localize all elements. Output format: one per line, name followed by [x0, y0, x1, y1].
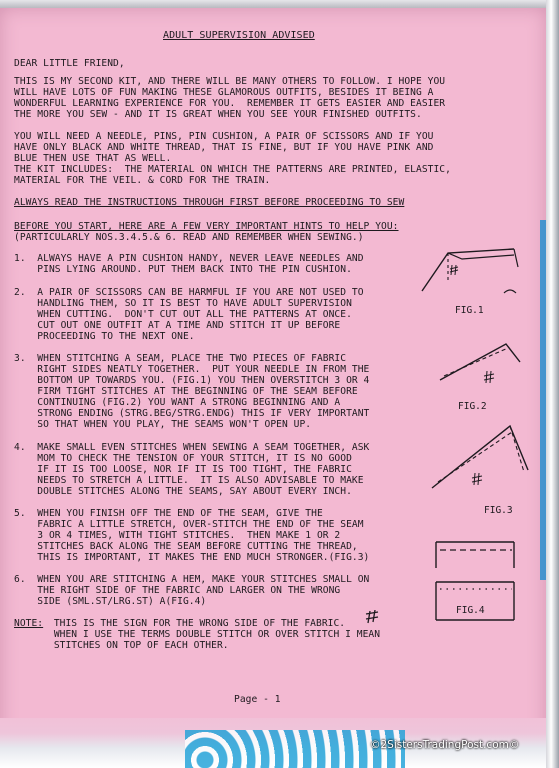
salutation: DEAR LITTLE FRIEND,	[14, 58, 125, 69]
intro-line-1: THIS IS MY SECOND KIT, AND THERE WILL BE MANY OTHERS TO FOLLOW. I HOPE YOU	[14, 76, 446, 87]
hint-1-line-1: 1. ALWAYS HAVE A PIN CUSHION HANDY, NEVER LEAVE NEEDLES AND	[14, 253, 364, 264]
hint-3-line-6: STRONG ENDING (STRG.BEG/STRG.ENDG) THIS IF VERY IMPORTANT	[14, 408, 370, 419]
page-number: Page - 1	[234, 694, 281, 705]
hint-6-line-2: THE RIGHT SIDE OF THE FABRIC AND LARGER ON THE WRONG	[14, 585, 341, 596]
hint-5-line-5: THIS IS IMPORTANT, IT MAKES THE END MUCH STRONGER.(FIG.3)	[14, 552, 370, 563]
hint-4-line-2: MOM TO CHECK THE TENSION OF YOUR STITCH, IT IS NO GOOD	[14, 453, 352, 464]
intro-line-4: THE MORE YOU SEW - AND IT IS GREAT WHEN YOU SEE YOUR FINISHED OUTFITS.	[14, 109, 422, 120]
hint-2-line-5: PROCEEDING TO THE NEXT ONE.	[14, 331, 195, 342]
fig-3-label: FIG.3	[484, 505, 513, 516]
needs-line-3: BLUE THEN USE THAT AS WELL.	[14, 153, 172, 164]
fig-1-needle-drawing	[418, 245, 530, 307]
hint-4-line-5: DOUBLE STITCHES ALONG THE SEAMS, SAY ABOUT EVERY INCH.	[14, 486, 352, 497]
bag-top-edge	[0, 0, 559, 8]
hint-5-line-3: 3 OR 4 TIMES, WITH TIGHT STITCHES. THEN MAKE 1 OR 2	[14, 530, 341, 541]
hint-4-line-4: NEEDS TO STRETCH A LITTLE. IT IS ALSO ADVISABLE TO MAKE	[14, 475, 364, 486]
hint-2-line-3: WHEN CUTTING. DON'T CUT OUT ALL THE PATTERNS AT ONCE.	[14, 309, 352, 320]
hint-4-line-3: IF IT IS TOO LOOSE, NOR IF IT IS TOO TIGHT, THE FABRIC	[14, 464, 352, 475]
always-read-heading: ALWAYS READ THE INSTRUCTIONS THROUGH FIRST BEFORE PROCEEDING TO SEW	[14, 197, 405, 208]
needs-line-4: THE KIT INCLUDES: THE MATERIAL ON WHICH THE PATTERNS ARE PRINTED, ELASTIC,	[14, 164, 451, 175]
before-start-heading: BEFORE YOU START, HERE ARE A FEW VERY IMPORTANT HINTS TO HELP YOU:	[14, 221, 399, 232]
hint-5-line-2: FABRIC A LITTLE STRETCH, OVER-STITCH THE END OF THE SEAM	[14, 519, 364, 530]
hint-2-line-4: CUT OUT ONE OUTFIT AT A TIME AND STITCH IT UP BEFORE	[14, 320, 341, 331]
hint-3-line-2: RIGHT SIDES NEATLY TOGETHER. PUT YOUR NEEDLE IN FROM THE	[14, 364, 370, 375]
hint-3-line-4: FIRM TIGHT STITCHES AT THE BEGINNING OF THE SEAM BEFORE	[14, 386, 358, 397]
fig-3-seam-end-drawing	[428, 420, 534, 498]
fig-2-label: FIG.2	[458, 401, 487, 412]
fig-1-label: FIG.1	[455, 305, 484, 316]
page-heading: ADULT SUPERVISION ADVISED	[163, 30, 315, 41]
hint-5-line-1: 5. WHEN YOU FINISH OFF THE END OF THE SEAM, GIVE THE	[14, 508, 323, 519]
hint-6-line-1: 6. WHEN YOU ARE STITCHING A HEM, MAKE YOUR STITCHES SMALL ON	[14, 574, 370, 585]
note-line-3: STITCHES ON TOP OF EACH OTHER.	[48, 640, 229, 651]
note-line-2: WHEN I USE THE TERMS DOUBLE STITCH OR OVER STITCH I MEAN	[48, 629, 381, 640]
hint-5-line-4: STITCHES BACK ALONG THE SEAM BEFORE CUTTING THE THREAD,	[14, 541, 358, 552]
hint-3-line-7: SO THAT WHEN YOU PLAY, THE SEAMS WON'T OPEN UP.	[14, 419, 312, 430]
note-label: NOTE:	[14, 618, 44, 629]
watermark: ©2SistersTradingPost.com©	[370, 739, 520, 751]
needs-line-5: MATERIAL FOR THE VEIL. & CORD FOR THE TRAIN.	[14, 175, 271, 186]
hint-3-line-3: BOTTOM UP TOWARDS YOU. (FIG.1) YOU THEN OVERSTITCH 3 OR 4	[14, 375, 370, 386]
needs-line-1: YOU WILL NEED A NEEDLE, PINS, PIN CUSHION, A PAIR OF SCISSORS AND IF YOU	[14, 131, 434, 142]
wrong-side-sign-icon	[362, 610, 382, 626]
note-line-1: THIS IS THE SIGN FOR THE WRONG SIDE OF THE FABRIC.	[48, 618, 346, 629]
hint-1-line-2: PINS LYING AROUND. PUT THEM BACK INTO THE PIN CUSHION.	[14, 264, 352, 275]
hint-3-line-5: CONTINUING (FIG.2) YOU WANT A STRONG BEGINNING AND A	[14, 397, 341, 408]
hint-4-line-1: 4. MAKE SMALL EVEN STITCHES WHEN SEWING A SEAM TOGETHER, ASK	[14, 442, 370, 453]
hint-2-line-2: HANDLING THEM, SO IT IS BEST TO HAVE ADULT SUPERVISION	[14, 298, 352, 309]
fig-4-label: FIG.4	[456, 605, 485, 616]
needs-line-2: HAVE ONLY BLACK AND WHITE THREAD, THAT IS FINE, BUT IF YOU HAVE PINK AND	[14, 142, 434, 153]
fig-4-hem-top-drawing	[432, 536, 518, 572]
hint-6-line-3: SIDE (SML.ST/LRG.ST) A(FIG.4)	[14, 596, 207, 607]
intro-line-2: WILL HAVE LOTS OF FUN MAKING THESE GLAMOROUS OUTFITS, BESIDES IT BEING A	[14, 87, 434, 98]
particularly-note: (PARTICULARLY NOS.3.4.5.& 6. READ AND REMEMBER WHEN SEWING.)	[14, 232, 364, 243]
fig-2-seam-drawing	[436, 340, 526, 392]
hint-2-line-1: 2. A PAIR OF SCISSORS CAN BE HARMFUL IF YOU ARE NOT USED TO	[14, 287, 364, 298]
fig-4-hem-bottom-drawing	[432, 578, 518, 624]
hint-3-line-1: 3. WHEN STITCHING A SEAM, PLACE THE TWO PIECES OF FABRIC	[14, 353, 347, 364]
intro-line-3: WONDERFUL LEARNING EXPERIENCE FOR YOU. REMEMBER IT GETS EASIER AND EASIER	[14, 98, 446, 109]
bag-right-edge	[546, 0, 559, 768]
